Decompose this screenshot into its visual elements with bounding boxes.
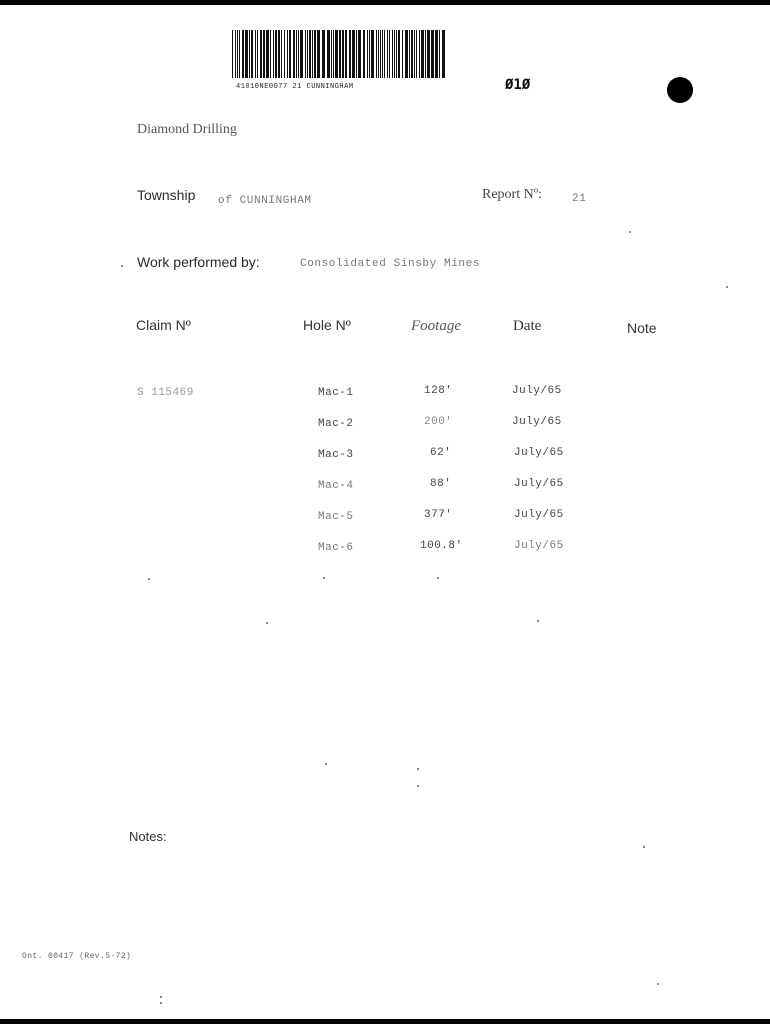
scan-edge-bottom [0, 1019, 770, 1024]
scan-speck [537, 620, 539, 622]
date: July/65 [514, 509, 564, 521]
form-title: Diamond Drilling [137, 122, 237, 137]
hole-number: Mac-5 [318, 511, 354, 523]
date: July/65 [514, 478, 564, 490]
footage: 128' [424, 385, 453, 397]
barcode-caption: 41010NE0077 21 CUNNINGHAM [236, 83, 354, 91]
document-number: Ø1Ø [505, 77, 531, 93]
scan-speck [148, 578, 150, 580]
hole-number: Mac-3 [318, 449, 354, 461]
hole-number: Mac-6 [318, 542, 354, 554]
scan-speck [629, 231, 631, 233]
township-value: of CUNNINGHAM [218, 195, 312, 207]
header-hole: Hole Nº [303, 317, 351, 333]
scan-speck [643, 846, 645, 848]
header-date: Date [513, 318, 542, 334]
scan-speck [160, 1002, 162, 1004]
hole-number: Mac-1 [318, 387, 354, 399]
work-performed-label: Work performed by: [137, 254, 260, 270]
claim-number: S 115469 [137, 387, 194, 399]
work-performed-value: Consolidated Sinsby Mines [300, 258, 481, 270]
form-code: Ont. 00417 (Rev.5-72) [22, 952, 132, 961]
scan-speck [657, 983, 659, 985]
date: July/65 [514, 447, 564, 459]
footage: 377' [424, 509, 453, 521]
scan-speck [121, 265, 123, 267]
scan-speck [417, 785, 419, 787]
report-value: 21 [572, 193, 587, 205]
header-footage: Footage [411, 318, 461, 334]
footage: 88' [430, 478, 452, 490]
notes-label: Notes: [129, 829, 167, 844]
footage: 200' [424, 416, 453, 428]
hole-number: Mac-2 [318, 418, 354, 430]
scan-speck [726, 286, 728, 288]
scan-speck [160, 996, 162, 998]
scan-speck [325, 763, 327, 765]
scan-speck [266, 622, 268, 624]
date: July/65 [512, 416, 562, 428]
footage: 100.8' [420, 540, 463, 552]
header-claim: Claim Nº [136, 317, 191, 333]
header-note: Note [627, 320, 657, 336]
date: July/65 [514, 540, 564, 552]
scan-speck [323, 577, 325, 579]
scan-speck [437, 577, 439, 579]
hole-number: Mac-4 [318, 480, 354, 492]
township-label: Township [137, 187, 196, 203]
scan-edge-top [0, 0, 770, 5]
report-label: Report Nº: [482, 187, 542, 202]
date: July/65 [512, 385, 562, 397]
barcode-image [230, 30, 450, 80]
footage: 62' [430, 447, 452, 459]
punch-hole [667, 77, 693, 103]
scan-speck [417, 768, 419, 770]
